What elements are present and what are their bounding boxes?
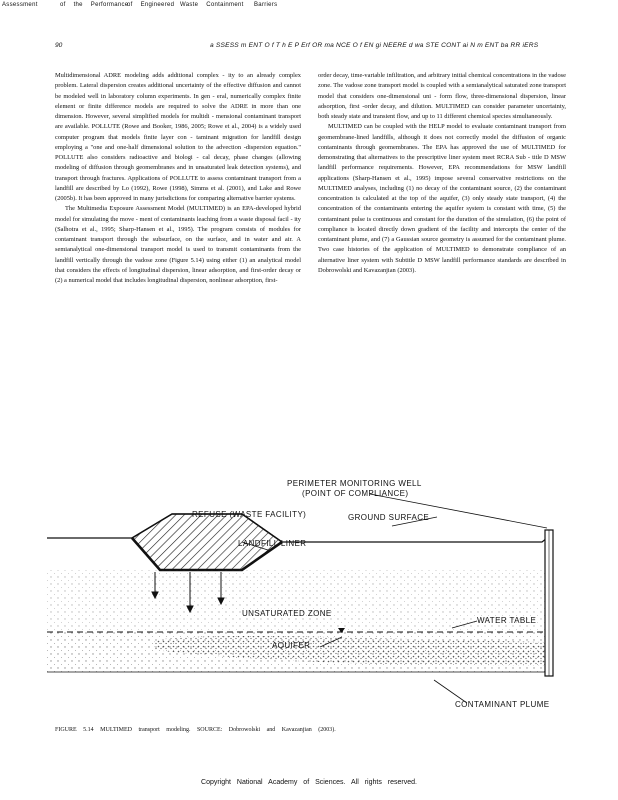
well-label: PERIMETER MONITORING WELL [287, 479, 422, 488]
running-title: a SSESS m ENT O f T h E P Erf OR ma NCE O f EN gi NEERE d wa STE CONT ai N m ENT ba RR iERS [210, 42, 539, 49]
multimed-figure [42, 470, 582, 720]
header-item: Assessment [2, 2, 38, 8]
contaminant-plume-label: CONTAMINANT PLUME [455, 700, 550, 709]
refuse-label: REFUSE (WASTE FACILITY) [192, 510, 307, 519]
header-item: of the Performance [60, 2, 129, 8]
landfill-liner-label: LANDFILL LINER [238, 539, 307, 548]
copyright-footer: Copyright National Academy of Sciences. All rights reserved. [201, 779, 417, 786]
right-column [318, 71, 566, 276]
document-header [0, 0, 618, 12]
header-item: of Engineered [127, 2, 175, 8]
paragraph: order decay, time-variable infiltration, and arbitrary initial chemical concentrations in the vadose zone. The vadose zone transport model is coupled with a semianalytical saturated zone transport model that considers one-dimensional uni - form flow, three-dimensional dispersion, linear adsorption, first -order decay, and dilution. MULTIMED can consider parameter uncertainty, both steady state and transient flow, and up to 11 different chemical species simultaneously. [318, 72, 566, 120]
header-item: Barriers [254, 2, 278, 8]
header-item: Waste Containment [180, 2, 244, 8]
paragraph: The Multimedia Exposure Assessment Model (MULTIMED) is an EPA-developed hybrid model for simulating the move - ment of contaminants leaching from a waste disposal facil - ity (Salhotra et al., 1995; Sharp-Hansen et al., 1995). The program consists of modules for contaminant transport through the subsurface, on the surface, and in water and air. A semianalytical one-dimensional transport model is used to transmit contaminants from the landfill vertically through the vadose zone (Figure 5.14) using either (1) an analytical model that considers the effects of longitudinal dispersion, linear adsorption, and first-order decay or (2) a numerical model that includes longitudinal dispersion, nonlinear adsorption, first- [55, 205, 301, 284]
ground-surface-label: GROUND SURFACE [348, 513, 430, 522]
figure-caption: FIGURE 5.14 MULTIMED transport modeling. SOURCE: Dobrowolski and Kavazanjian (2003). [55, 727, 336, 733]
left-column [55, 71, 301, 286]
well-sublabel: (POINT OF COMPLIANCE) [302, 489, 409, 498]
water-table-label: WATER TABLE [477, 616, 537, 625]
paragraph: Multidimensional ADRE modeling adds additional complex - ity to an already complex problem. Lateral dispersion creates additional uncertainty of the effective diffusion and cannot be modeled well in laboratory column experiments. In gen - eral, numerically complex finite element or finite difference models are required to solve the ADRE in more than one dimension. However, several simplified models for multidi - mensional contaminant transport are available. POLLUTE (Rowe and Booker, 1986, 2005; Rowe et al., 2004) is a widely used computer program that models finite layer con - taminant migration for landfill design employing a "one and one-half dimensional solution to the advection -dispersion equation." POLLUTE also considers radioactive and biologi - cal decay, phase changes (allowing modeling of diffusion through geomembranes and in unsaturated leak detection systems), and transport through fractures. Applications of POLLUTE to assess contaminant transport from a landfill are described by Lo (1992), Rowe (1998), Simms et al. (2001), and Lake and Rowe (2005b). It has been approved in many jurisdictions for comparing alternative barrier systems. [55, 72, 301, 202]
paragraph: MULTIMED can be coupled with the HELP model to evaluate contaminant transport from geomembrane-lined landfills, although it does not correctly model the diffusion of organic contaminants through geomembranes. The EPA has approved the use of MULTIMED for demonstrating that alternatives to the prescriptive liner system meet RCRA Sub - title D MSW landfill performance requirements. However, EPA recommendations for MSW landfill applications (Sharp-Hansen et al., 1995) impose several conservative restrictions on the MULTIMED analyses, including (1) no decay of the contaminant source, (2) the contaminant concentration is calculated at the top of the aquifer, (3) only steady state transport, (4) the concentration of the contaminants entering the aquifer system is constant with time, (5) the contaminant pulse is continuous and constant for the duration of the simulation, (6) the point of compliance is located directly down gradient of the facility and intercepts the center of the contaminant plume, and (7) a Gaussian source geometry is assumed for the contaminant plume. Two case histories of the application of MULTIMED to demonstrate compliance of an alternative liner system with Subtitle D MSW landfill performance standards are described in Dobrowolski and Kavazanjian (2003). [318, 123, 566, 274]
page-number: 90 [55, 42, 63, 49]
unsaturated-zone-label: UNSATURATED ZONE [242, 609, 332, 618]
aquifer-label: AQUIFER [272, 641, 311, 650]
